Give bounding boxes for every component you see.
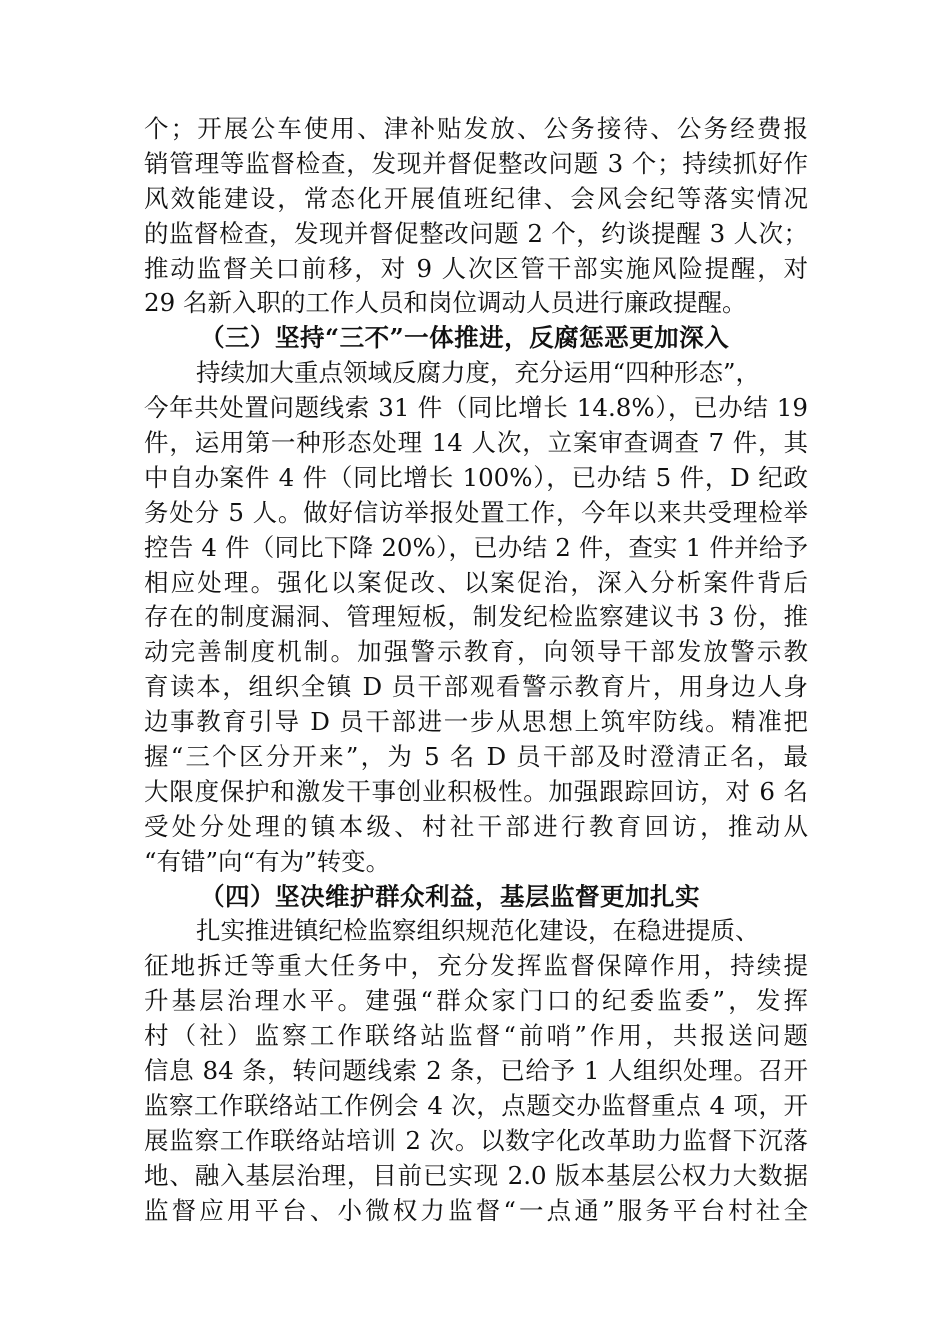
text-line: 销管理等监督检查，发现并督促整改问题 3 个；持续抓好作: [144, 148, 808, 178]
text-line: 扎实推进镇纪检监察组织规范化建设，在稳进提质、: [196, 916, 760, 946]
text-line: 监督应用平台、小微权力监督“一点通”服务平台村社全: [144, 1195, 808, 1225]
text-line: 今年共处置问题线索 31 件（同比增长 14.8%），已办结 19: [144, 393, 808, 423]
text-line: 务处分 5 人。做好信访举报处置工作，今年以来共受理检举: [144, 497, 808, 527]
text-line: 信息 84 条，转问题线索 2 条，已给予 1 人组织处理。召开: [144, 1056, 808, 1086]
section-heading: （四）坚决维护群众利益，基层监督更加扎实: [200, 881, 700, 911]
text-line: 地、融入基层治理，目前已实现 2.0 版本基层公权力大数据: [144, 1160, 808, 1190]
text-line: 持续加大重点领域反腐力度，充分运用“四种形态”，: [196, 358, 761, 388]
text-line: 个；开展公车使用、津补贴发放、公务接待、公务经费报: [144, 114, 808, 143]
text-line: 边事教育引导 D 员干部进一步从思想上筑牢防线。精准把: [144, 707, 808, 737]
text-line: 村（社）监察工作联络站监督“前哨”作用，共报送问题: [144, 1021, 808, 1051]
text-line: 29 名新入职的工作人员和岗位调动人员进行廉政提醒。: [144, 288, 747, 318]
text-line: 受处分处理的镇本级、村社干部进行教育回访，推动从: [144, 811, 808, 841]
document-body: [144, 112, 808, 1229]
text-line: 的监督检查，发现并督促整改问题 2 个，约谈提醒 3 人次；: [144, 218, 808, 248]
text-line: 风效能建设，常态化开展值班纪律、会风会纪等落实情况: [144, 183, 808, 213]
text-line: “有错”向“有为”转变。: [144, 846, 391, 876]
text-line: 存在的制度漏洞、管理短板，制发纪检监察建议书 3 份，推: [144, 602, 808, 632]
text-line: 中自办案件 4 件（同比增长 100%），已办结 5 件，D 纪政: [144, 462, 808, 492]
text-line: 控告 4 件（同比下降 20%），已办结 2 件，查实 1 件并给予: [144, 532, 808, 562]
text-line: 展监察工作联络站培训 2 次。以数字化改革助力监督下沉落: [144, 1125, 808, 1155]
text-line: 大限度保护和激发干事创业积极性。加强跟踪回访，对 6 名: [144, 776, 808, 806]
text-line: 推动监督关口前移，对 9 人次区管干部实施风险提醒，对: [144, 253, 808, 283]
text-line: 升基层治理水平。建强“群众家门口的纪委监委”，发挥: [144, 986, 808, 1016]
text-line: 相应处理。强化以案促改、以案促治，深入分析案件背后: [144, 567, 808, 597]
text-line: 监察工作联络站工作例会 4 次，点题交办监督重点 4 项，开: [144, 1090, 808, 1120]
text-line: 握“三个区分开来”，为 5 名 D 员干部及时澄清正名，最: [144, 742, 808, 772]
text-line: 育读本，组织全镇 D 员干部观看警示教育片，用身边人身: [144, 672, 808, 702]
text-line: 征地拆迁等重大任务中，充分发挥监督保障作用，持续提: [144, 951, 808, 981]
section-heading: （三）坚持“三不”一体推进，反腐惩恶更加深入: [200, 323, 730, 353]
text-line: 件，运用第一种形态处理 14 人次，立案审查调查 7 件，其: [144, 428, 808, 458]
text-line: 动完善制度机制。加强警示教育，向领导干部发放警示教: [144, 637, 808, 667]
